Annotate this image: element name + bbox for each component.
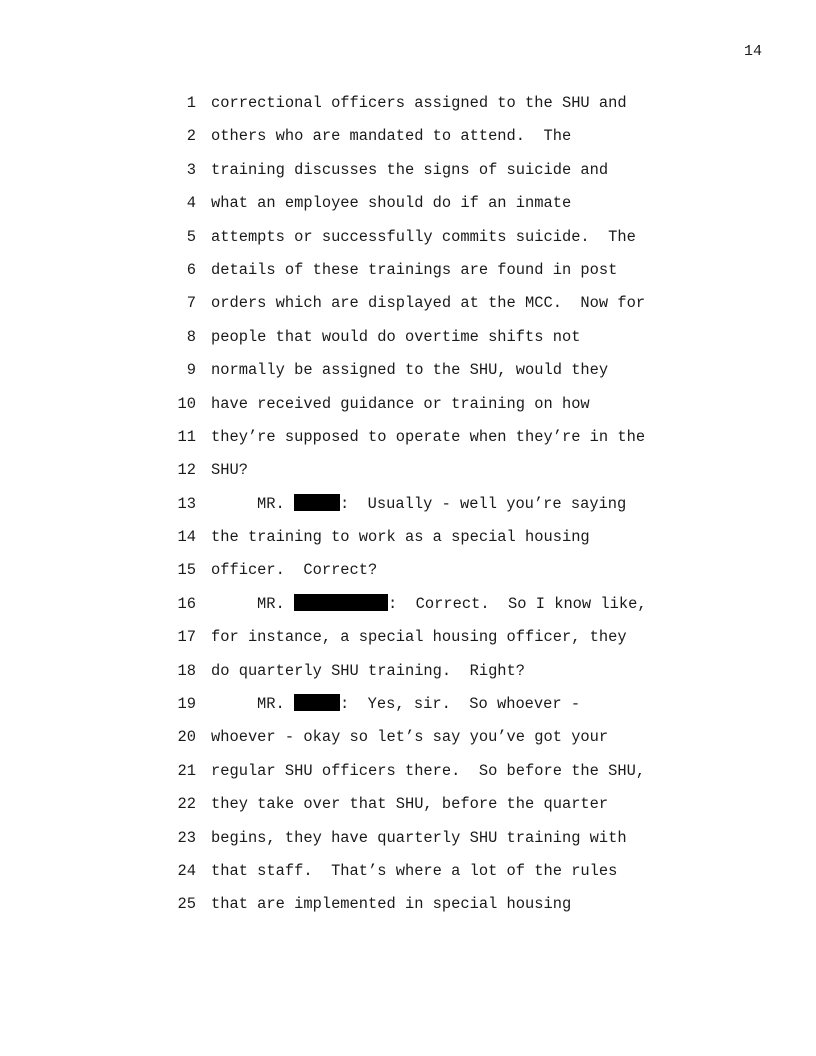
transcript-line (170, 260, 730, 293)
line-number: 19 (177, 695, 196, 714)
transcript-line (170, 828, 730, 861)
line-number: 12 (177, 461, 196, 480)
transcript-line (170, 661, 730, 694)
page-number: 14 (743, 43, 762, 60)
line-number: 8 (186, 327, 196, 346)
line-text: regular SHU officers there. So before the SHU, (211, 761, 646, 780)
line-text: whoever - okay so let’s say you’ve got your (211, 728, 609, 747)
line-number: 17 (177, 628, 196, 647)
line-text: details of these trainings are found in post (211, 260, 618, 279)
line-text (211, 694, 580, 714)
line-number: 23 (177, 828, 196, 847)
transcript-line (170, 126, 730, 159)
line-number: 11 (177, 427, 196, 446)
line-text: begins, they have quarterly SHU training with (211, 828, 627, 847)
transcript-line (170, 427, 730, 460)
line-text (211, 594, 647, 614)
line-text: for instance, a special housing officer, they (211, 628, 627, 647)
transcript-line (170, 894, 730, 927)
redaction-box (294, 694, 340, 711)
speech-text: : Usually - well you’re saying (339, 494, 627, 513)
transcript-line (170, 327, 730, 360)
speaker-label: MR. (257, 494, 285, 513)
line-text: orders which are displayed at the MCC. Now for (211, 294, 646, 313)
line-number: 10 (177, 394, 196, 413)
transcript-line (170, 460, 730, 493)
line-number: 5 (186, 227, 196, 246)
transcript-line (170, 494, 730, 527)
line-text: others who are mandated to attend. The (211, 127, 572, 146)
transcript-line (170, 360, 730, 393)
speaker-label: MR. (257, 594, 285, 613)
line-number: 21 (177, 761, 196, 780)
line-text: people that would do overtime shifts not (211, 327, 581, 346)
transcript-line (170, 594, 730, 627)
transcript-line (170, 627, 730, 660)
transcript-line (170, 694, 730, 727)
transcript-body (170, 93, 730, 928)
line-number: 22 (177, 795, 196, 814)
line-text: normally be assigned to the SHU, would they (211, 361, 609, 380)
transcript-line (170, 160, 730, 193)
line-number: 9 (186, 361, 196, 380)
line-text: SHU? (211, 461, 248, 480)
line-text: they’re supposed to operate when they’re in the (211, 427, 646, 446)
line-text: that are implemented in special housing (211, 895, 572, 914)
line-number: 3 (186, 160, 196, 179)
line-number: 4 (186, 194, 196, 213)
line-text (211, 494, 626, 514)
redaction-box (294, 494, 340, 511)
transcript-line (170, 560, 730, 593)
transcript-line (170, 861, 730, 894)
line-text: training discusses the signs of suicide and (211, 160, 609, 179)
line-text: what an employee should do if an inmate (211, 194, 572, 213)
speech-text: : Correct. So I know like, (387, 594, 647, 613)
redaction-box (294, 594, 388, 611)
transcript-line (170, 394, 730, 427)
line-text: they take over that SHU, before the quarter (211, 795, 609, 814)
line-number: 6 (186, 260, 196, 279)
line-text: officer. Correct? (211, 561, 378, 580)
line-number: 14 (177, 528, 196, 547)
line-number: 15 (177, 561, 196, 580)
line-text: that staff. That’s where a lot of the rules (211, 861, 618, 880)
transcript-line (170, 293, 730, 326)
line-number: 13 (177, 494, 196, 513)
transcript-line (170, 727, 730, 760)
speech-text: : Yes, sir. So whoever - (339, 695, 581, 714)
transcript-line (170, 227, 730, 260)
line-text: do quarterly SHU training. Right? (211, 661, 526, 680)
speaker-label: MR. (257, 695, 285, 714)
line-text: have received guidance or training on how (211, 394, 590, 413)
line-text: the training to work as a special housing (211, 528, 590, 547)
line-number: 1 (186, 94, 196, 112)
line-number: 25 (177, 895, 196, 914)
line-number: 7 (186, 294, 196, 313)
line-number: 16 (177, 594, 196, 613)
transcript-line (170, 794, 730, 827)
transcript-line (170, 93, 730, 126)
line-number: 20 (177, 728, 196, 747)
transcript-line (170, 527, 730, 560)
line-number: 2 (186, 127, 196, 146)
line-number: 18 (177, 661, 196, 680)
line-text: attempts or successfully commits suicide. The (211, 227, 636, 246)
transcript-line (170, 761, 730, 794)
line-text: correctional officers assigned to the SHU and (211, 94, 627, 112)
transcript-line (170, 193, 730, 226)
line-number: 24 (177, 861, 196, 880)
